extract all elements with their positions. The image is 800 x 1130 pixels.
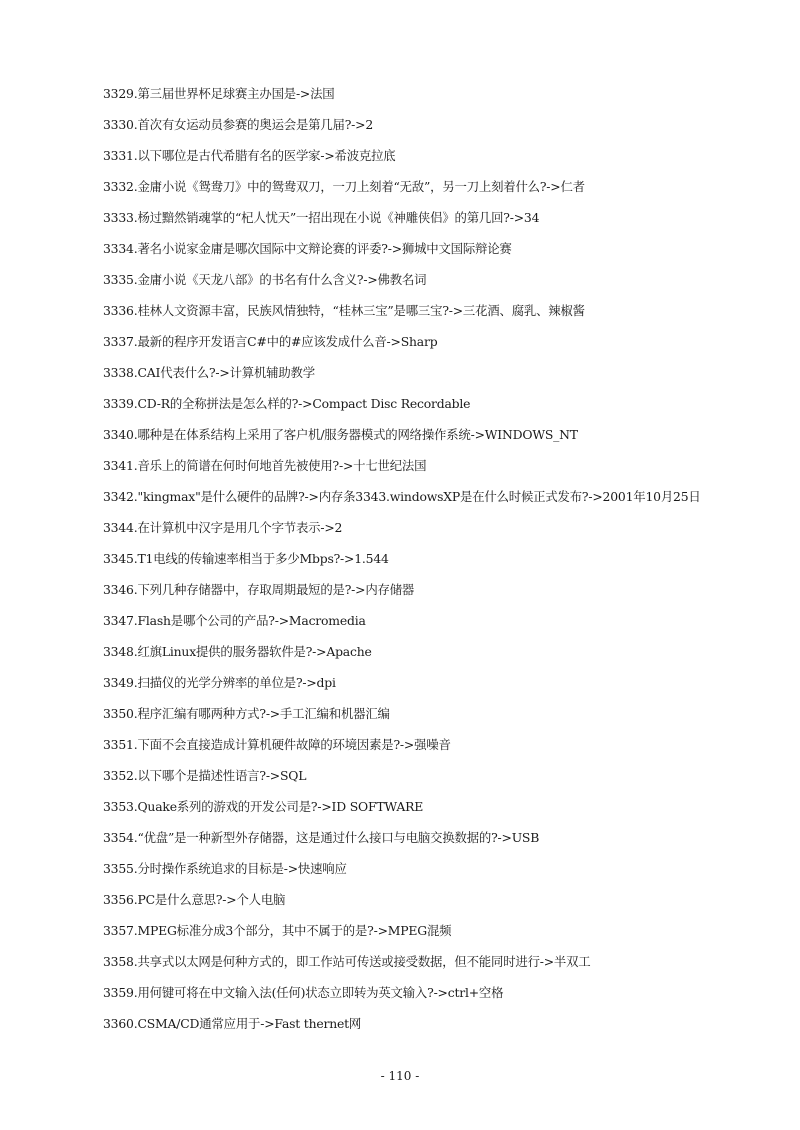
qa-line: 3330.首次有女运动员参赛的奥运会是第几届?->2	[103, 117, 374, 132]
qa-line: 3350.程序汇编有哪两种方式?->手工汇编和机器汇编	[103, 706, 390, 721]
qa-line: 3355.分时操作系统追求的目标是->快速响应	[103, 861, 347, 876]
qa-line: 3336.桂林人文资源丰富，民族风情独特，“桂林三宝”是哪三宝?->三花酒、腐乳、辣椒酱	[103, 303, 585, 318]
qa-line: 3333.杨过黯然销魂掌的“杞人忧天”一招出现在小说《神雕侠侣》的第几回?->34	[103, 210, 540, 225]
qa-line: 3334.著名小说家金庸是哪次国际中文辩论赛的评委?->狮城中文国际辩论赛	[103, 241, 512, 256]
qa-list	[103, 84, 783, 1045]
qa-line: 3348.红旗Linux提供的服务器软件是?->Apache	[103, 644, 372, 659]
qa-line: 3345.T1电线的传输速率相当于多少Mbps?->1.544	[103, 551, 389, 566]
qa-line: 3352.以下哪个是描述性语言?->SQL	[103, 768, 307, 783]
qa-line: 3337.最新的程序开发语言C#中的#应该发成什么音->Sharp	[103, 334, 438, 349]
qa-line: 3356.PC是什么意思?->个人电脑	[103, 892, 286, 907]
qa-line: 3342."kingmax"是什么硬件的品牌?->内存条3343.windowsXP是在什么时候正式发布?->2001年10月25日	[103, 489, 701, 504]
qa-line: 3360.CSMA/CD通常应用于->Fast thernet网	[103, 1016, 362, 1031]
qa-line: 3339.CD-R的全称拼法是怎么样的?->Compact Disc Recordable	[103, 396, 471, 411]
qa-line: 3332.金庸小说《鸳鸯刀》中的鸳鸯双刀，一刀上刻着“无敌”，另一刀上刻着什么?->仁者	[103, 179, 585, 194]
qa-line: 3359.用何键可将在中文输入法(任何)状态立即转为英文输入?->ctrl+空格	[103, 985, 504, 1000]
qa-line: 3358.共享式以太网是何种方式的，即工作站可传送或接受数据，但不能同时进行->半双工	[103, 954, 591, 969]
qa-line: 3353.Quake系列的游戏的开发公司是?->ID SOFTWARE	[103, 799, 424, 814]
qa-line: 3335.金庸小说《天龙八部》的书名有什么含义?->佛教名词	[103, 272, 427, 287]
qa-line: 3331.以下哪位是古代希腊有名的医学家->希波克拉底	[103, 148, 396, 163]
qa-line: 3349.扫描仪的光学分辨率的单位是?->dpi	[103, 675, 336, 690]
qa-line: 3340.哪种是在体系结构上采用了客户机/服务器模式的网络操作系统->WINDOWS_NT	[103, 427, 578, 442]
qa-line: 3347.Flash是哪个公司的产品?->Macromedia	[103, 613, 366, 628]
qa-line: 3346.下列几种存储器中，存取周期最短的是?->内存储器	[103, 582, 415, 597]
qa-line: 3341.音乐上的简谱在何时何地首先被使用?->十七世纪法国	[103, 458, 427, 473]
qa-line: 3329.第三届世界杯足球赛主办国是->法国	[103, 86, 335, 101]
qa-line: 3357.MPEG标准分成3个部分，其中不属于的是?->MPEG混频	[103, 923, 452, 938]
qa-line: 3351.下面不会直接造成计算机硬件故障的环境因素是?->强噪音	[103, 737, 451, 752]
qa-line: 3354.“优盘”是一种新型外存储器，这是通过什么接口与电脑交换数据的?->USB	[103, 830, 540, 845]
qa-line: 3338.CAI代表什么?->计算机辅助教学	[103, 365, 315, 380]
qa-line: 3344.在计算机中汉字是用几个字节表示->2	[103, 520, 343, 535]
page-number: - 110 -	[380, 1069, 420, 1083]
